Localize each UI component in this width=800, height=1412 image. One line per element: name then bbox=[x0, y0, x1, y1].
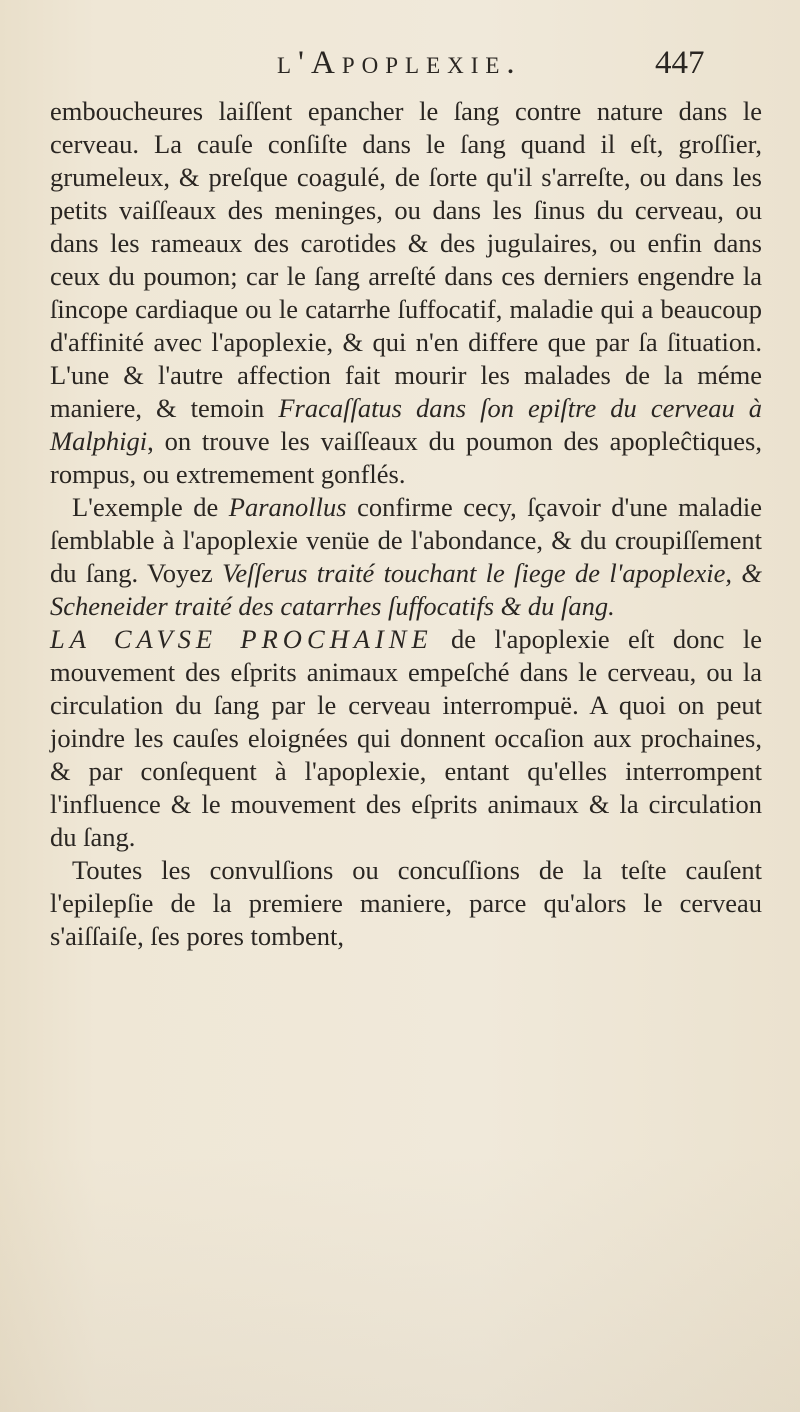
text-run: Toutes les convulſions ou concuſſions de la teſte cauſent l'epilepſie de la premiere maniere, parce qu'alors le cerveau s'aiſſaiſe, ſes pores tombent, bbox=[50, 855, 762, 951]
page-header bbox=[0, 45, 800, 95]
italic-run: Veſſerus traité touchant le ſiege de l'apoplexie, & Scheneider traité des catarrhes ſuffocatifs & du ſang. bbox=[50, 558, 762, 621]
running-title: l'Apoplexie. bbox=[277, 45, 522, 81]
text-run: , on trouve les vaiſſeaux du poumon des apopleĉtiques, rompus, ou extremement gonflés. bbox=[50, 426, 762, 489]
paragraph bbox=[50, 95, 762, 491]
text-run: de l'apoplexie eſt donc le mouvement des eſprits animaux empeſché dans le cerveau, ou la circulation du ſang par le cerveau interrompuë. A quoi on peut joindre les cauſes eloignées qui donnent occaſion aux prochaines, & par conſequent à l'apoplexie, entant qu'elles interrompent l'influence & le mouvement des eſprits animaux & la circulation du ſang. bbox=[50, 624, 762, 852]
paragraph bbox=[50, 491, 762, 623]
italic-run: Paranollus bbox=[228, 492, 347, 522]
section-heading: LA CAVSE PROCHAINE bbox=[50, 624, 433, 654]
text-run: emboucheures laiſſent epancher le ſang contre nature dans le cerveau. La cauſe conſiſte dans le ſang quand il eſt, groſſier, grumeleux, & preſque coagulé, de ſorte qu'il s'arreſte, ou dans les petits vaiſſeaux des meninges, ou dans les ſinus du cerveau, ou dans les rameaux des carotides & des jugulaires, ou enfin dans ceux du poumon; car le ſang arreſté dans ces derniers engendre la ſincope cardiaque ou le catarrhe ſuffocatif, maladie qui a beaucoup d'affinité avec l'apoplexie, & qui n'en differe que par ſa ſituation. L'une & l'autre affection fait mourir les malades de la méme maniere, & temoin bbox=[50, 96, 762, 423]
page-number: 447 bbox=[655, 45, 705, 81]
text-run: confirme cecy, ſçavoir d'une maladie ſemblable à l'apoplexie venüe de l'abondance, & du croupiſſement du ſang. Voyez bbox=[50, 492, 762, 588]
text-run: L'exemple de bbox=[72, 492, 229, 522]
paragraph bbox=[50, 854, 762, 953]
body-text bbox=[50, 95, 762, 953]
italic-run: Fracaſſatus dans ſon epiſtre du cerveau à Malphigi bbox=[50, 393, 762, 456]
paragraph bbox=[50, 623, 762, 854]
